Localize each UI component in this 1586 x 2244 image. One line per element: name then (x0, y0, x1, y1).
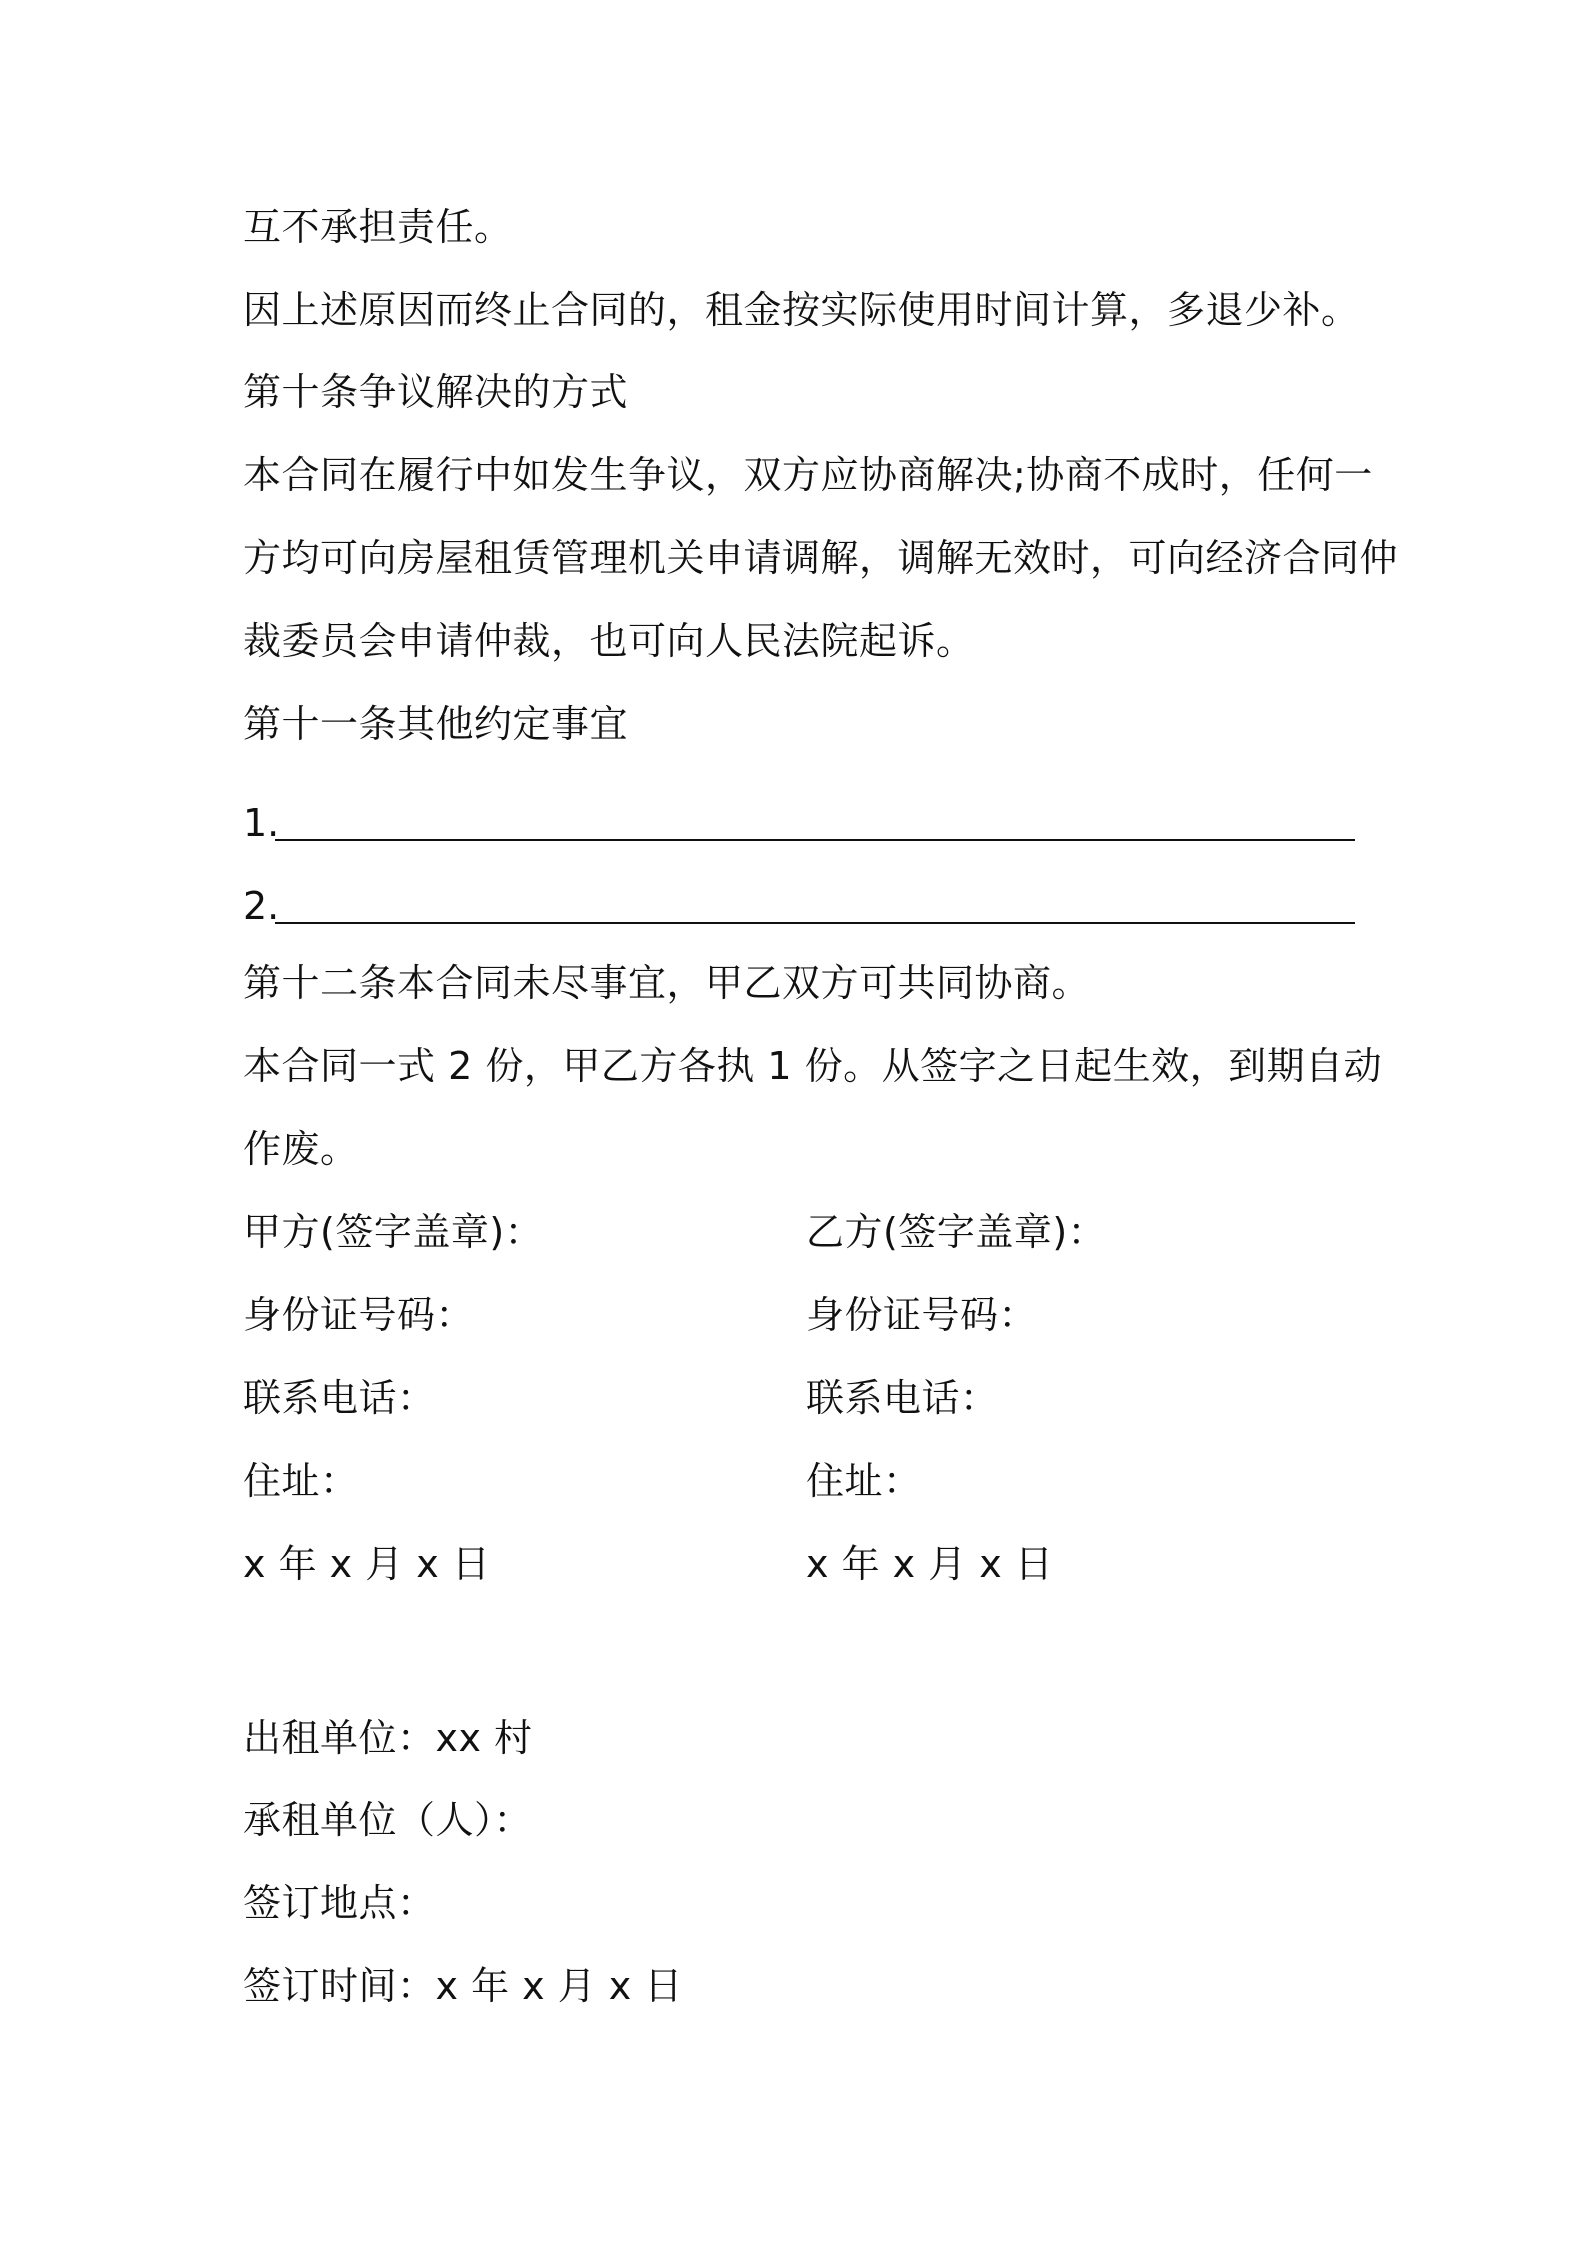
blank-line-1-number: 1. (243, 801, 280, 845)
copies-line-2: 作废。 (243, 1127, 359, 1171)
blank-line-2 (243, 882, 1355, 930)
clause-10-line-2: 方均可向房屋租赁管理机关申请调解，调解无效时，可向经济合同仲 (243, 536, 1399, 580)
copies-line-1: 本合同一式 2 份，甲乙方各执 1 份。从签字之日起生效，到期自动 (243, 1044, 1383, 1088)
footer-sign-place: 签订地点： (243, 1881, 436, 1925)
party-a-date: x 年 x 月 x 日 (243, 1542, 491, 1586)
party-a-id: 身份证号码： (243, 1293, 475, 1337)
party-b-id: 身份证号码： (806, 1293, 1038, 1337)
paragraph-rent-settlement: 因上述原因而终止合同的，租金按实际使用时间计算，多退少补。 (243, 288, 1360, 332)
clause-11-title: 第十一条其他约定事宜 (243, 702, 629, 746)
party-a-sign: 甲方(签字盖章)： (243, 1210, 544, 1254)
footer-lessee: 承租单位（人）： (243, 1798, 533, 1842)
party-a-phone: 联系电话： (243, 1376, 436, 1420)
party-b-address: 住址： (806, 1459, 922, 1503)
clause-10-line-3: 裁委员会申请仲裁，也可向人民法院起诉。 (243, 619, 975, 663)
footer-lessor: 出租单位：xx 村 (243, 1716, 533, 1760)
blank-line-2-underline (275, 922, 1355, 924)
party-b-phone: 联系电话： (806, 1376, 999, 1420)
party-b-date: x 年 x 月 x 日 (806, 1542, 1054, 1586)
paragraph-liability: 互不承担责任。 (243, 205, 513, 249)
clause-10-title: 第十条争议解决的方式 (243, 370, 629, 414)
party-b-sign: 乙方(签字盖章)： (806, 1210, 1107, 1254)
clause-10-line-1: 本合同在履行中如发生争议，双方应协商解决;协商不成时，任何一 (243, 453, 1373, 497)
blank-line-2-number: 2. (243, 884, 280, 928)
clause-12: 第十二条本合同未尽事宜，甲乙双方可共同协商。 (243, 961, 1091, 1005)
blank-line-1-underline (275, 839, 1355, 841)
blank-line-1 (243, 799, 1355, 847)
party-a-address: 住址： (243, 1459, 359, 1503)
footer-sign-time: 签订时间：x 年 x 月 x 日 (243, 1964, 683, 2008)
